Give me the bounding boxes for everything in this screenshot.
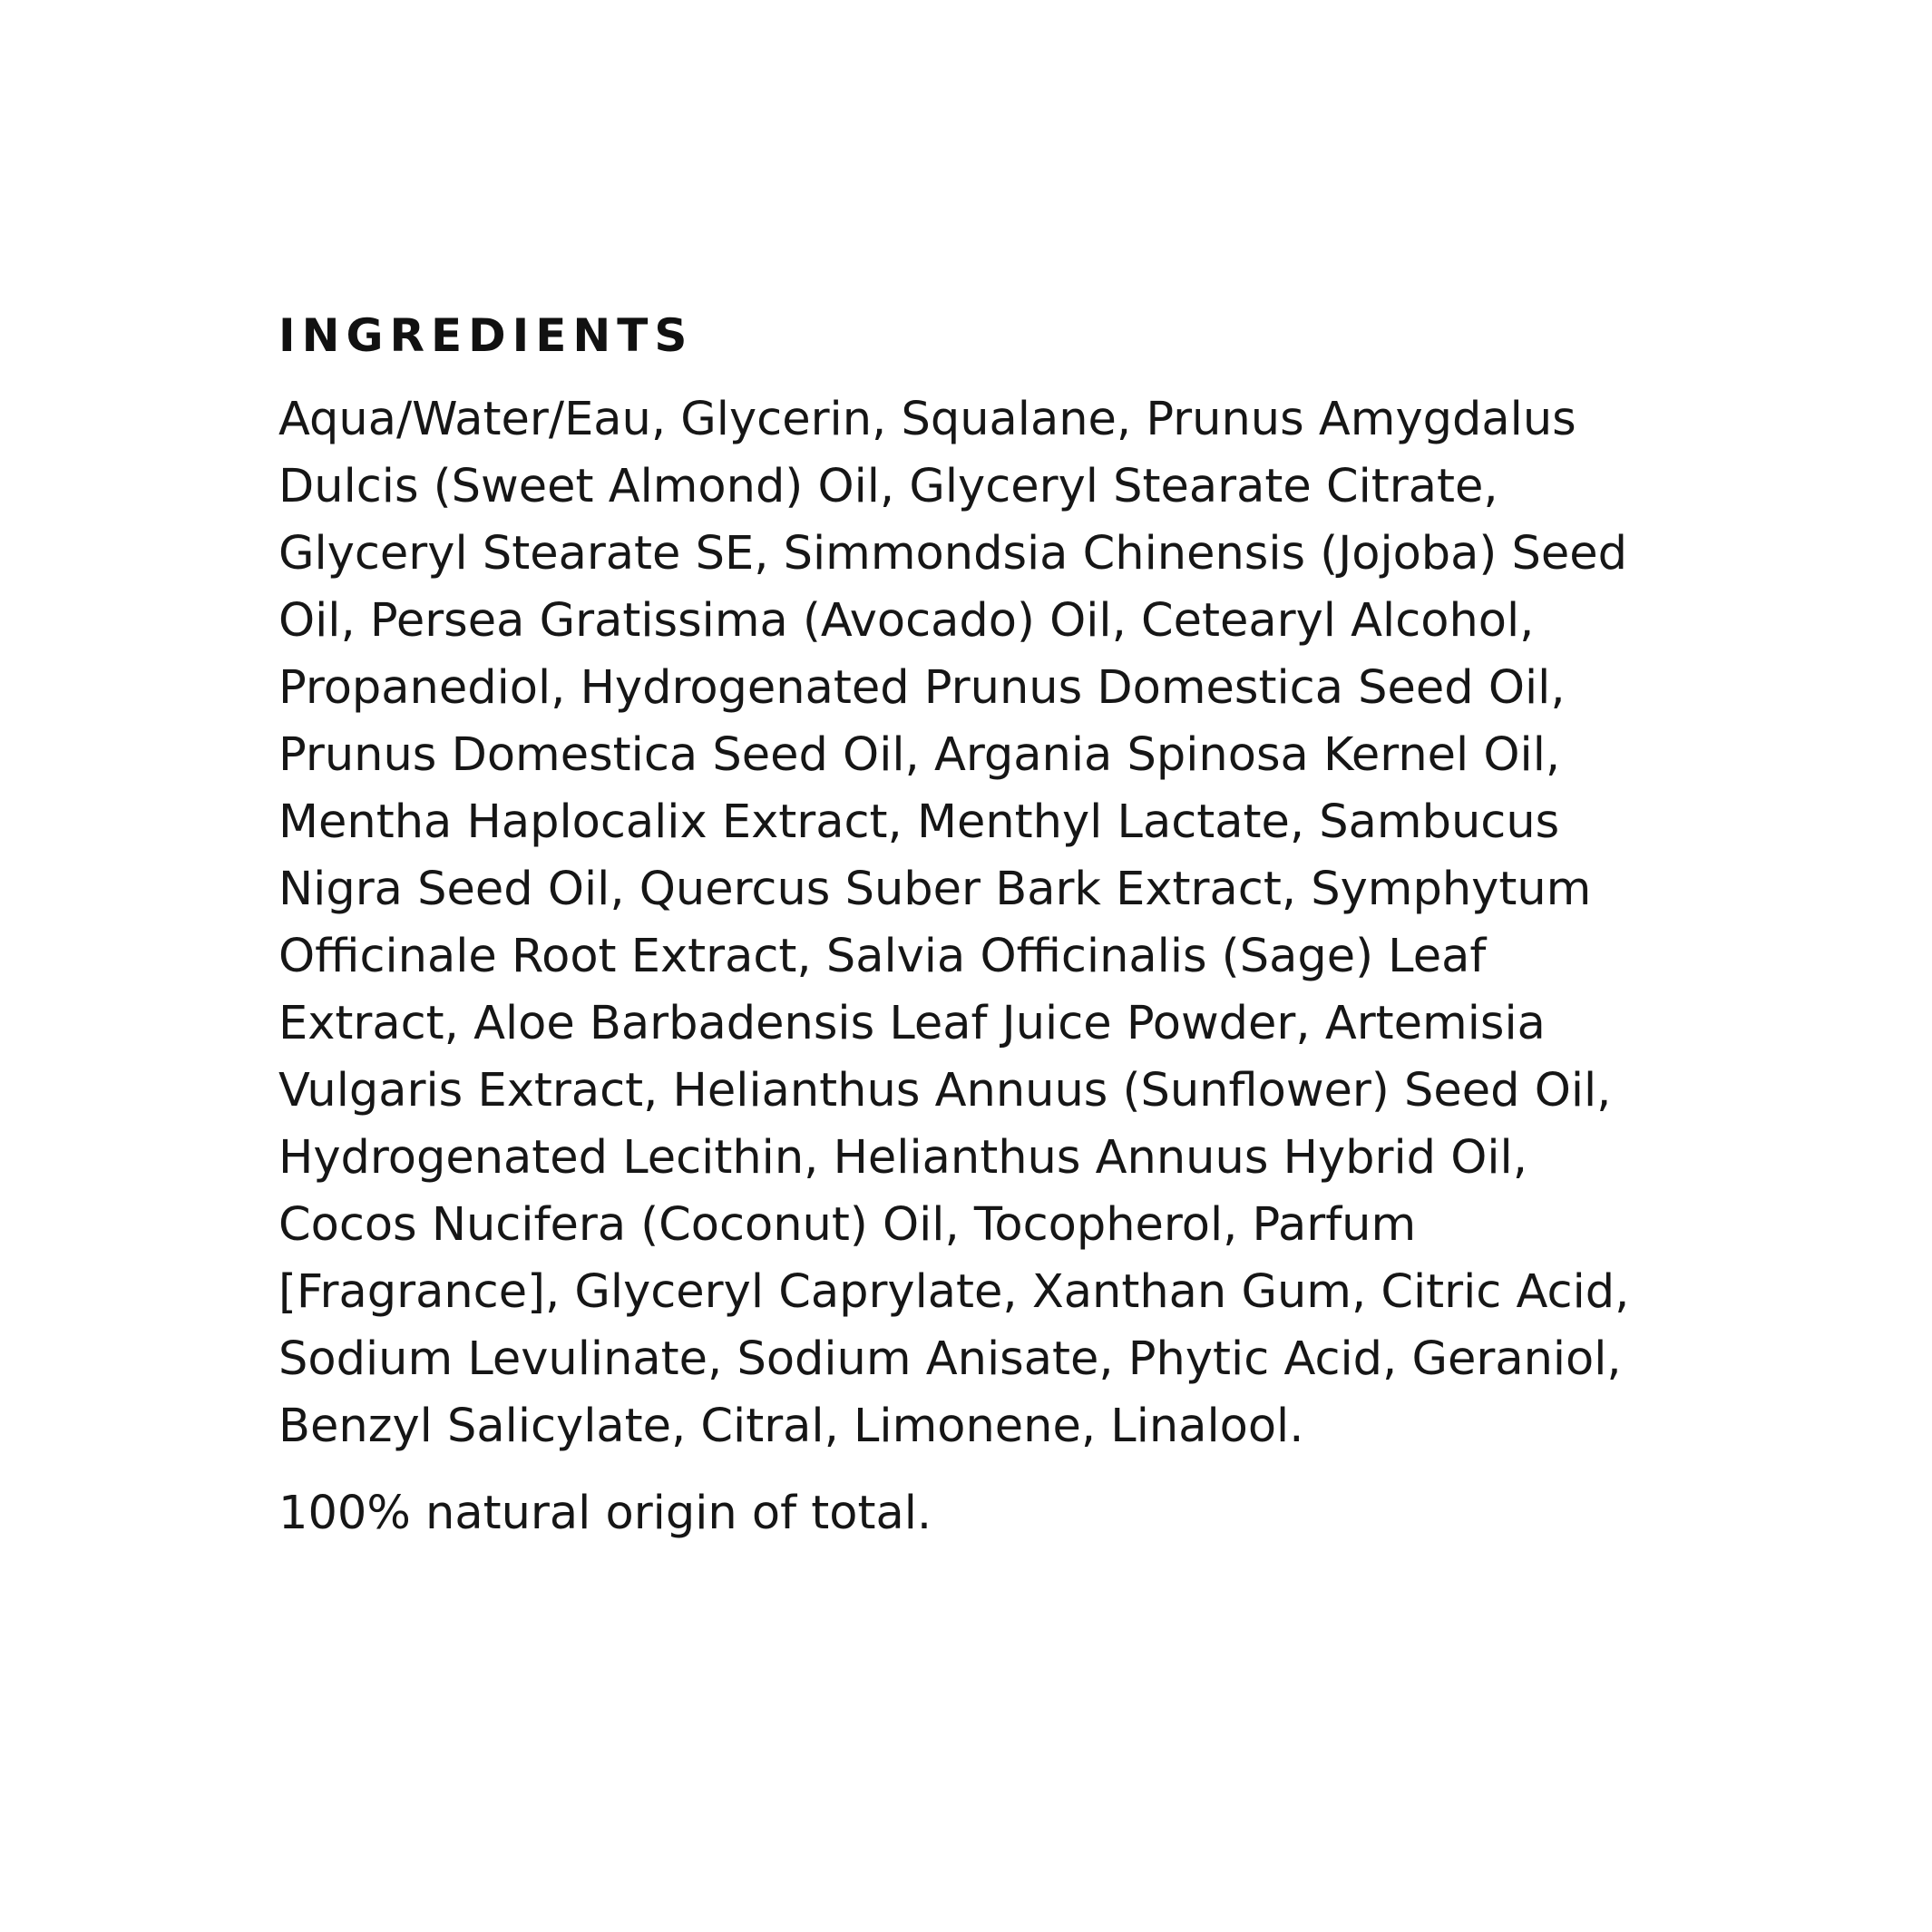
ingredient-line: Mentha Haplocalix Extract, Menthyl Lactate, Sambucus: [278, 795, 1560, 849]
ingredient-line: Cocos Nucifera (Coconut) Oil, Tocopherol, Parfum: [278, 1198, 1417, 1252]
ingredient-line: Glyceryl Stearate SE, Simmondsia Chinensis (Jojoba) Seed: [278, 527, 1628, 581]
ingredient-line: Dulcis (Sweet Almond) Oil, Glyceryl Stearate Citrate,: [278, 460, 1498, 513]
ingredient-line: Propanediol, Hydrogenated Prunus Domestica Seed Oil,: [278, 661, 1566, 715]
ingredient-line: Officinale Root Extract, Salvia Officinalis (Sage) Leaf: [278, 930, 1487, 983]
ingredient-line: Hydrogenated Lecithin, Helianthus Annuus Hybrid Oil,: [278, 1131, 1527, 1185]
ingredient-line: Prunus Domestica Seed Oil, Argania Spinosa Kernel Oil,: [278, 728, 1561, 782]
ingredient-line: Sodium Levulinate, Sodium Anisate, Phytic Acid, Geraniol,: [278, 1332, 1622, 1386]
ingredient-line: Oil, Persea Gratissima (Avocado) Oil, Cetearyl Alcohol,: [278, 594, 1535, 648]
ingredient-line: Extract, Aloe Barbadensis Leaf Juice Powder, Artemisia: [278, 997, 1546, 1050]
ingredients-heading: INGREDIENTS: [278, 309, 694, 362]
ingredient-line: Benzyl Salicylate, Citral, Limonene, Linalool.: [278, 1400, 1304, 1453]
ingredient-line: Vulgaris Extract, Helianthus Annuus (Sunflower) Seed Oil,: [278, 1064, 1612, 1117]
ingredient-line: Aqua/Water/Eau, Glycerin, Squalane, Prunus Amygdalus: [278, 393, 1576, 446]
natural-origin-note: 100% natural origin of total.: [278, 1487, 932, 1540]
ingredients-list: [278, 386, 1693, 1460]
ingredient-line: [Fragrance], Glyceryl Caprylate, Xanthan Gum, Citric Acid,: [278, 1265, 1630, 1319]
ingredient-line: Nigra Seed Oil, Quercus Suber Bark Extract, Symphytum: [278, 863, 1592, 916]
ingredients-panel: [278, 308, 1693, 1547]
